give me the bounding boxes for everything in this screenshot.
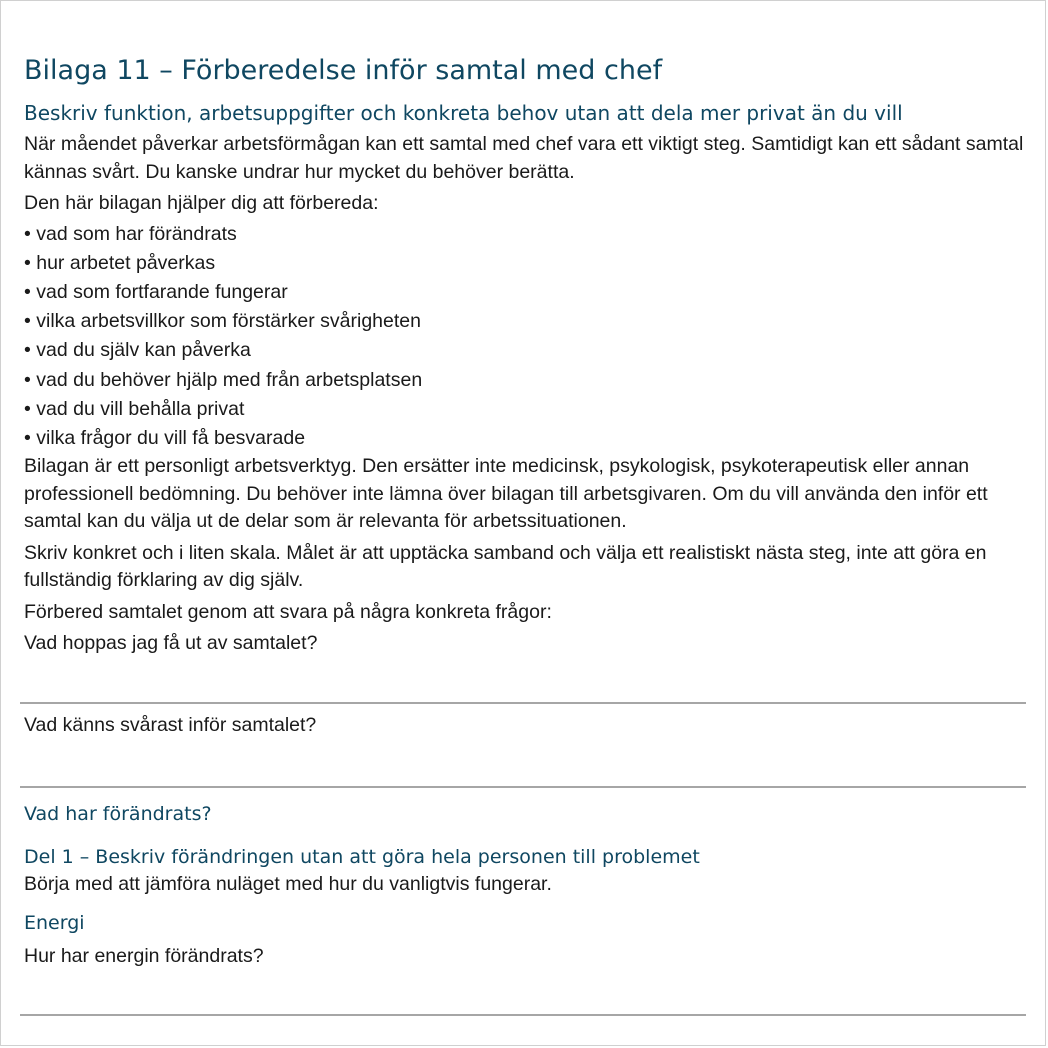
bullet-list xyxy=(24,220,1024,454)
list-item: • vad som fortfarande fungerar xyxy=(24,280,288,303)
intro-paragraph: När måendet påverkar arbetsförmågan kan ett samtal med chef vara ett viktigt steg. Samtidigt kan ett sådant samtal kännas svårt. Du kanske undrar hur mycket du behöver berätta. xyxy=(24,133,1024,183)
section-heading: Vad har förändrats? xyxy=(24,803,212,826)
list-item: • vad du behöver hjälp med från arbetsplatsen xyxy=(24,368,423,391)
body-paragraph-disclaimer: Bilagan är ett personligt arbetsverktyg. Den ersätter inte medicinsk, psykologisk, psykoterapeutisk eller annan professionell bedömning. Du behöver inte lämna över bilagan till arbetsgivaren. Om du vill använda den inför ett samtal kan du välja ut de delar som är relevanta för arbetssituationen. xyxy=(24,455,988,533)
intro-lead: Den här bilagan hjälper dig att förbereda: xyxy=(24,192,379,214)
list-item: • vad du vill behålla privat xyxy=(24,397,245,420)
question-label: Vad hoppas jag få ut av samtalet? xyxy=(24,632,318,655)
body-paragraph-instructions: Skriv konkret och i liten skala. Målet är att upptäcka samband och välja ett realistiskt nästa steg, inte att göra en fullständig förklaring av dig själv. xyxy=(24,541,987,592)
part-text: Börja med att jämföra nuläget med hur du vanligtvis fungerar. xyxy=(24,873,552,896)
list-item: • hur arbetet påverkas xyxy=(24,251,216,274)
question-label: Hur har energin förändrats? xyxy=(24,944,264,967)
list-item: • vilka frågor du vill få besvarade xyxy=(24,426,306,449)
question-label: Vad känns svårast inför samtalet? xyxy=(24,713,317,736)
list-item: • vad du själv kan påverka xyxy=(24,339,251,362)
page-title: Bilaga 11 – Förberedelse inför samtal med chef xyxy=(24,55,663,86)
answer-field[interactable] xyxy=(24,970,1024,1016)
answer-line xyxy=(20,786,1026,788)
list-item: • vad som har förändrats xyxy=(24,222,237,245)
page-subtitle: Beskriv funktion, arbetsuppgifter och konkreta behov utan att dela mer privat än du vill xyxy=(24,101,903,125)
answer-line xyxy=(20,1014,1026,1016)
subsection-heading: Energi xyxy=(24,911,85,934)
answer-field[interactable] xyxy=(24,739,1024,788)
document-content xyxy=(24,51,1024,1016)
answer-line xyxy=(20,702,1026,704)
list-item: • vilka arbetsvillkor som förstärker svårigheten xyxy=(24,310,421,333)
answer-field[interactable] xyxy=(24,658,1024,704)
part-heading: Del 1 – Beskriv förändringen utan att göra hela personen till problemet xyxy=(24,846,700,869)
body-paragraph-prompt: Förbered samtalet genom att svara på några konkreta frågor: xyxy=(24,600,552,623)
